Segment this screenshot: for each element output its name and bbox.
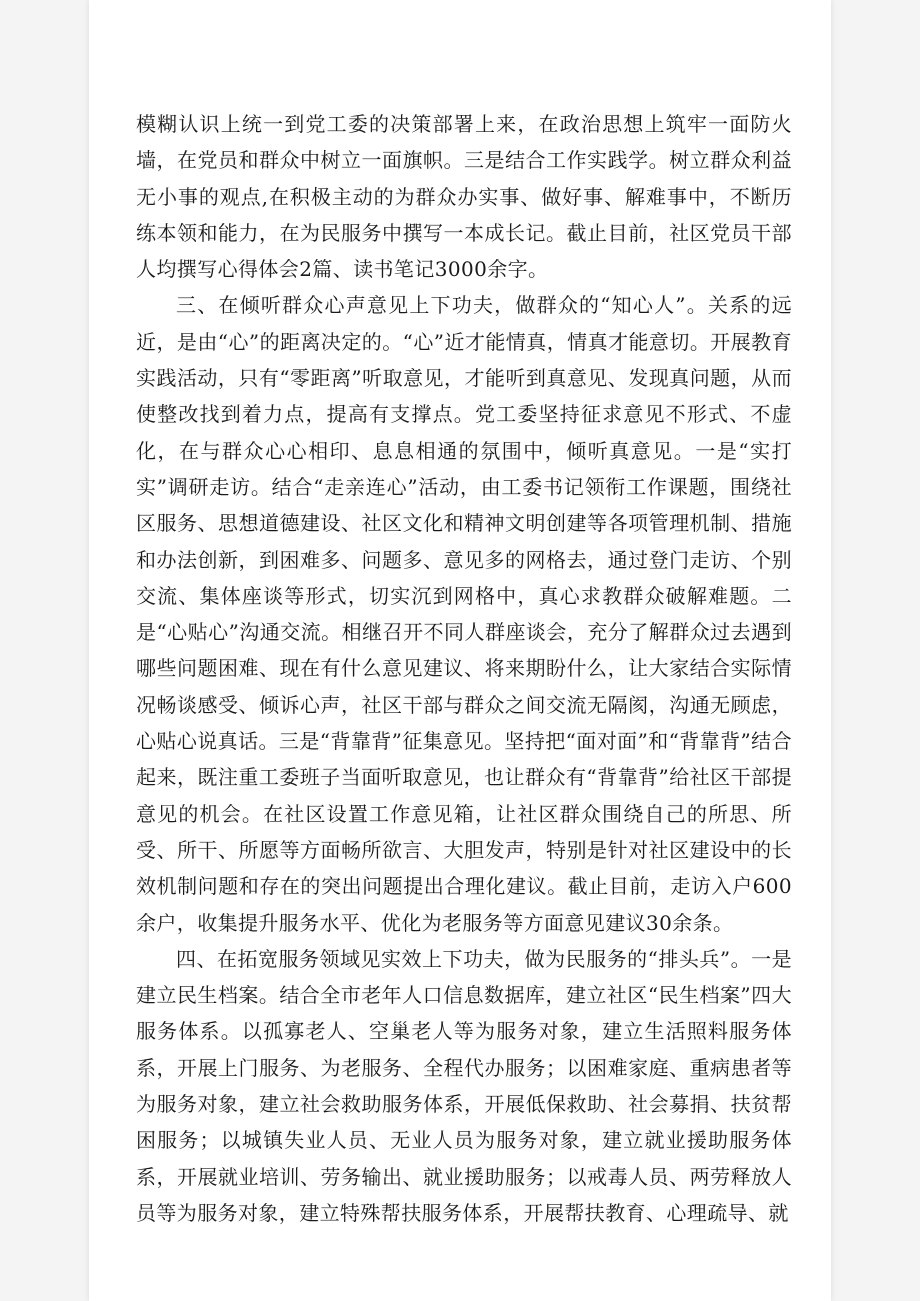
document-body <box>136 106 792 1231</box>
paragraph-3: 四、在拓宽服务领域见实效上下功夫，做为民服务的“排头兵”。一是建立民生档案。结合全市老年人口信息数据库，建立社区“民生档案”四大服务体系。以孤寡老人、空巢老人等为服务对象，建立生活照料服务体系，开展上门服务、为老服务、全程代办服务；以困难家庭、重病患者等为服务对象，建立社会救助服务体系，开展低保救助、社会募捐、扶贫帮困服务；以城镇失业人员、无业人员为服务对象，建立就业援助服务体系，开展就业培训、劳务输出、就业援助服务；以戒毒人员、两劳释放人员等为服务对象，建立特殊帮扶服务体系，开展帮扶教育、心理疏导、就 <box>136 946 792 1225</box>
paragraph-1: 模糊认识上统一到党工委的决策部署上来，在政治思想上筑牢一面防火墙，在党员和群众中树立一面旗帜。三是结合工作实践学。树立群众利益无小事的观点,在积极主动的为群众办实事、做好事、解难事中，不断历练本领和能力，在为民服务中撰写一本成长记。截止目前，社区党员干部人均撰写心得体会2篇、读书笔记3000余字。 <box>136 112 792 282</box>
paragraph-2: 三、在倾听群众心声意见上下功夫，做群众的“知心人”。关系的远近，是由“心”的距离决定的。“心”近才能情真，情真才能意切。开展教育实践活动，只有“零距离”听取意见，才能听到真意见、发现真问题，从而使整改找到着力点，提高有支撑点。党工委坚持征求意见不形式、不虚化，在与群众心心相印、息息相通的氛围中，倾听真意见。一是“实打实”调研走访。结合“走亲连心”活动，由工委书记领衔工作课题，围绕社区服务、思想道德建设、社区文化和精神文明创建等各项管理机制、措施和办法创新，到困难多、问题多、意见多的网格去，通过登门走访、个别交流、集体座谈等形式，切实沉到网格中，真心求教群众破解难题。二是“心贴心”沟通交流。相继召开不同人群座谈会，充分了解群众过去遇到哪些问题困难、现在有什么意见建议、将来期盼什么，让大家结合实际情况畅谈感受、倾诉心声，社区干部与群众之间交流无隔阂，沟通无顾虑，心贴心说真话。三是“背靠背”征集意见。坚持把“面对面”和“背靠背”结合起来，既注重工委班子当面听取意见，也让群众有“背靠背”给社区干部提意见的机会。在社区设置工作意见箱，让社区群众围绕自己的所思、所受、所干、所愿等方面畅所欲言、大胆发声，特别是针对社区建设中的长效机制问题和存在的突出问题提出合理化建议。截止目前，走访入户600余户，收集提升服务水平、优化为老服务等方面意见建议30余条。 <box>136 293 792 935</box>
